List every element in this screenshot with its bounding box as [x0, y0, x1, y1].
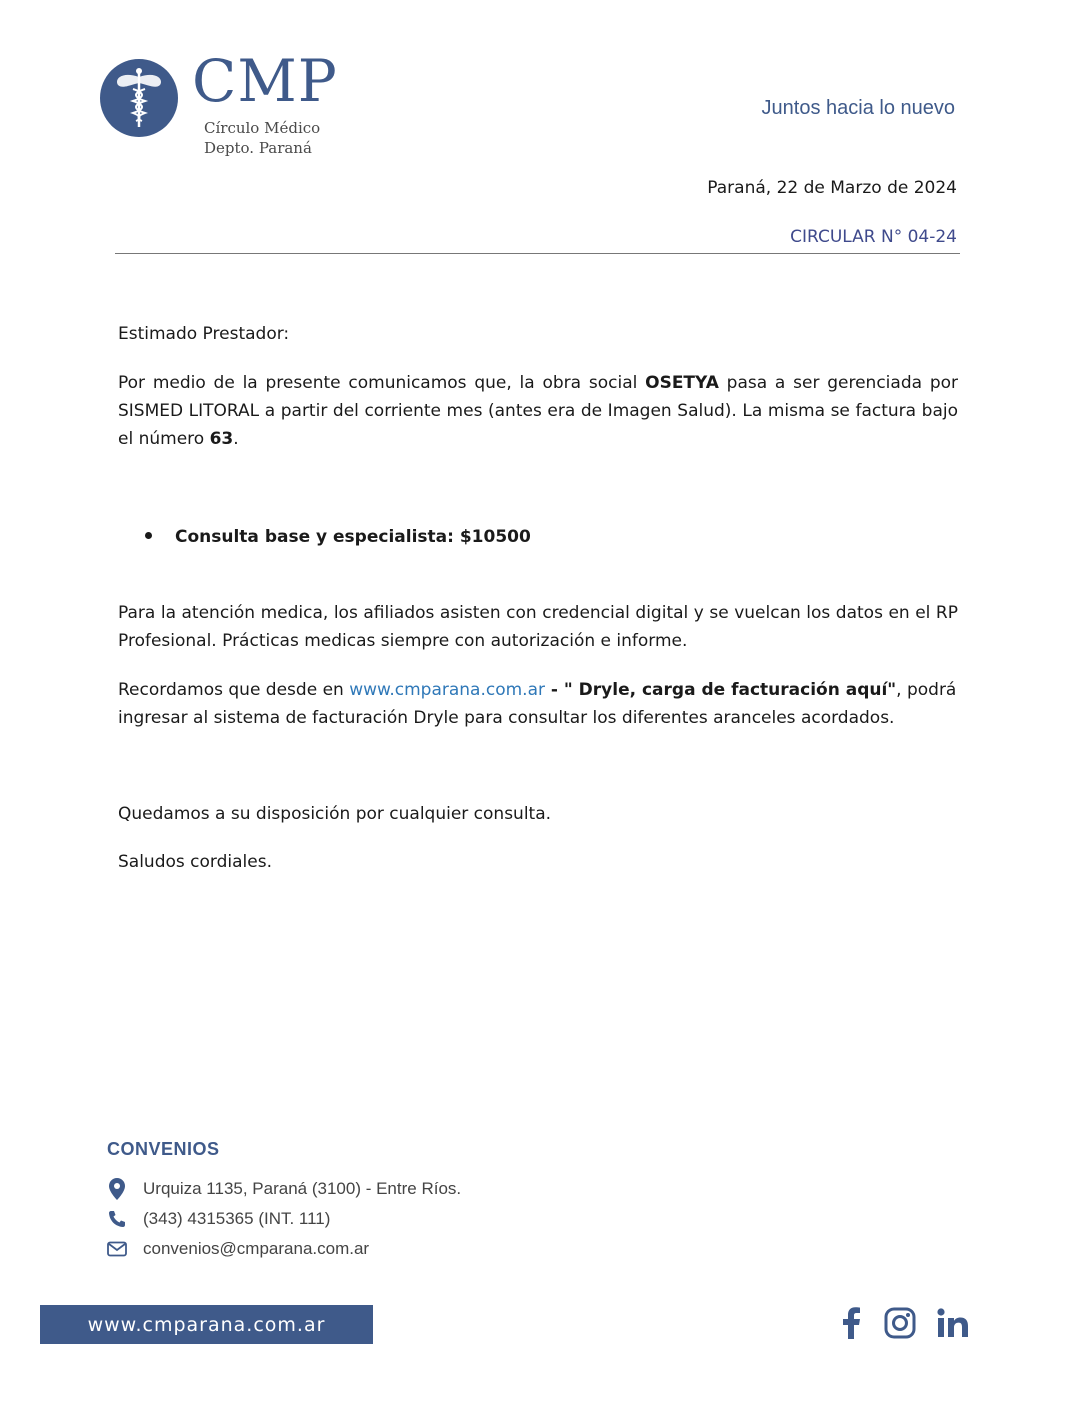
linkedin-icon[interactable] [935, 1305, 971, 1341]
location-pin-icon [107, 1179, 127, 1199]
billing-number: 63 [209, 429, 234, 449]
logo-subtitle-line1: Círculo Médico [204, 119, 321, 137]
logo-wordmark: CMP [192, 47, 338, 115]
logo-subtitle-line2: Depto. Paraná [204, 139, 312, 157]
footer-website-bar[interactable] [40, 1305, 373, 1344]
bullet-dot-icon [145, 532, 152, 539]
phone-row [107, 1207, 330, 1231]
letter-date: Paraná, 22 de Marzo de 2024 [707, 178, 957, 198]
paragraph-reminder [118, 676, 958, 732]
paragraph-attention: Para la atención medica, los afiliados asisten con credencial digital y se vuelcan los datos en el RP Profesional. Prácticas medicas siempre con autorización e informe. [118, 603, 958, 651]
footer-website[interactable]: www.cmparana.com.ar [87, 1313, 326, 1336]
facebook-icon[interactable] [833, 1305, 869, 1341]
email-row [107, 1237, 369, 1261]
obra-social-name: OSETYA [645, 373, 719, 393]
paragraph-intro-text-b: pasa a ser gerenciada por SISMED LITORAL a partir del corriente mes (antes era de Imagen Salud). La misma se factura bajo el número [118, 373, 958, 449]
instagram-icon[interactable] [882, 1305, 918, 1341]
paragraph-intro-text-c: . [233, 429, 239, 449]
closing-line-2: Saludos cordiales. [118, 852, 272, 872]
mail-icon [107, 1239, 127, 1259]
circular-number: CIRCULAR N° 04-24 [790, 227, 957, 247]
email-text[interactable]: convenios@cmparana.com.ar [143, 1239, 370, 1258]
paragraph-reminder-text-b: , podrá ingresar al sistema de facturación Dryle para consultar los diferentes aranceles acordados. [118, 680, 957, 728]
dryle-label: - " Dryle, carga de facturación aquí" [545, 680, 897, 700]
bullet-text: Consulta base y especialista: $10500 [175, 527, 531, 547]
address-row [107, 1177, 461, 1201]
phone-icon [107, 1209, 127, 1229]
bullet-item [145, 523, 531, 551]
closing-line-1: Quedamos a su disposición por cualquier consulta. [118, 804, 552, 824]
tagline: Juntos hacia lo nuevo [761, 97, 955, 119]
header-divider [115, 253, 960, 254]
website-link[interactable]: www.cmparana.com.ar [349, 680, 545, 700]
paragraph-intro-text-a: Por medio de la presente comunicamos que, la obra social [118, 373, 646, 393]
address-text: Urquiza 1135, Paraná (3100) - Entre Ríos. [143, 1179, 462, 1198]
greeting: Estimado Prestador: [118, 324, 290, 344]
caduceus-logo-icon [100, 59, 178, 137]
convenios-title: CONVENIOS [107, 1139, 220, 1159]
paragraph-reminder-text-a: Recordamos que desde en [118, 680, 350, 700]
paragraph-intro [118, 369, 958, 453]
phone-text: (343) 4315365 (INT. 111) [143, 1209, 331, 1228]
